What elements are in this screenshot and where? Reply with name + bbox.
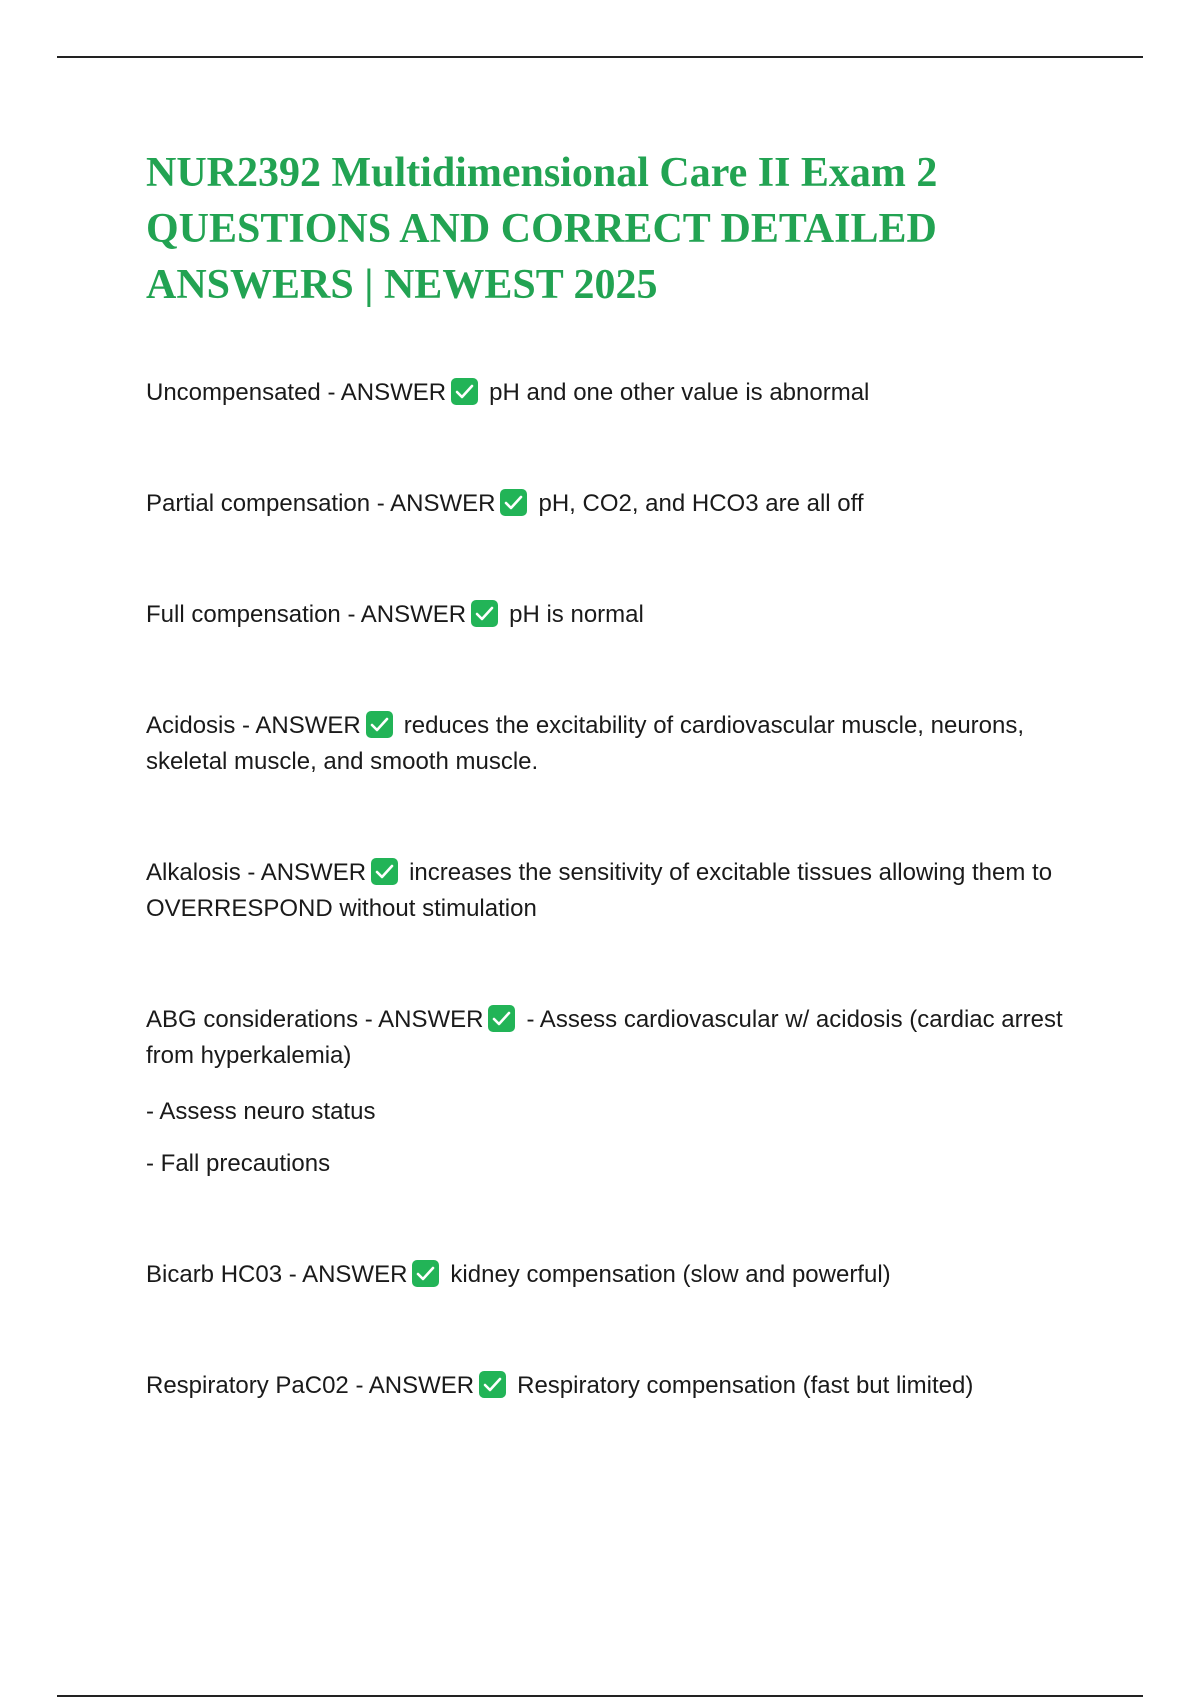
qa-item-acidosis (146, 708, 1086, 780)
term: Bicarb HC03 (146, 1261, 283, 1288)
answer-marker: - ANSWER (347, 601, 467, 628)
answer-text: pH is normal (509, 601, 644, 628)
check-icon (500, 489, 527, 516)
term: Partial compensation (146, 490, 371, 517)
abg-sub-line: - Fall precautions (146, 1150, 331, 1177)
answer-marker: - ANSWER (327, 379, 447, 406)
check-icon (371, 858, 398, 885)
check-icon (366, 711, 393, 738)
qa-item-bicarb (146, 1257, 1086, 1293)
answer-marker: - ANSWER (364, 1006, 484, 1033)
answer-text: reduces the excitability of cardiovascular muscle, neurons, skeletal muscle, and smooth muscle. (146, 712, 1031, 775)
answer-marker: - ANSWER (242, 712, 361, 739)
qa-item-full-compensation (146, 597, 1086, 633)
answer-text: - Assess cardiovascular w/ acidosis (cardiac arrest from hyperkalemia) (146, 1006, 1070, 1069)
check-icon (479, 1371, 506, 1398)
term: Uncompensated (146, 379, 321, 406)
answer-marker: - ANSWER (247, 859, 367, 886)
check-icon (451, 378, 478, 405)
check-icon (471, 600, 498, 627)
answer-text: pH and one other value is abnormal (489, 379, 870, 406)
document-title: NUR2392 Multidimensional Care II Exam 2 QUESTIONS AND CORRECT DETAILED ANSWERS | NEWEST 2025 (146, 150, 938, 308)
top-divider (57, 56, 1143, 58)
bottom-divider (57, 1695, 1143, 1697)
qa-item-partial-compensation (146, 486, 1086, 522)
term: Acidosis (146, 712, 236, 739)
answer-text: Respiratory compensation (fast but limited) (517, 1372, 974, 1399)
term: Full compensation (146, 601, 341, 628)
answer-marker: - ANSWER (355, 1372, 475, 1399)
abg-sub-line: - Assess neuro status (146, 1098, 376, 1125)
answer-text: pH, CO2, and HCO3 are all off (538, 490, 864, 517)
answer-text: kidney compensation (slow and powerful) (450, 1261, 891, 1288)
check-icon (412, 1260, 439, 1287)
answer-marker: - ANSWER (288, 1261, 408, 1288)
qa-item-alkalosis (146, 855, 1086, 927)
term: ABG considerations (146, 1006, 359, 1033)
term: Alkalosis (146, 859, 241, 886)
answer-marker: - ANSWER (376, 490, 496, 517)
term: Respiratory PaC02 (146, 1372, 349, 1399)
qa-item-uncompensated (146, 375, 1086, 411)
qa-item-respiratory (146, 1368, 1086, 1404)
answer-text: increases the sensitivity of excitable tissues allowing them to OVERRESPOND without stimulation (146, 859, 1059, 922)
qa-item-abg-considerations (146, 1002, 1086, 1074)
check-icon (488, 1005, 515, 1032)
